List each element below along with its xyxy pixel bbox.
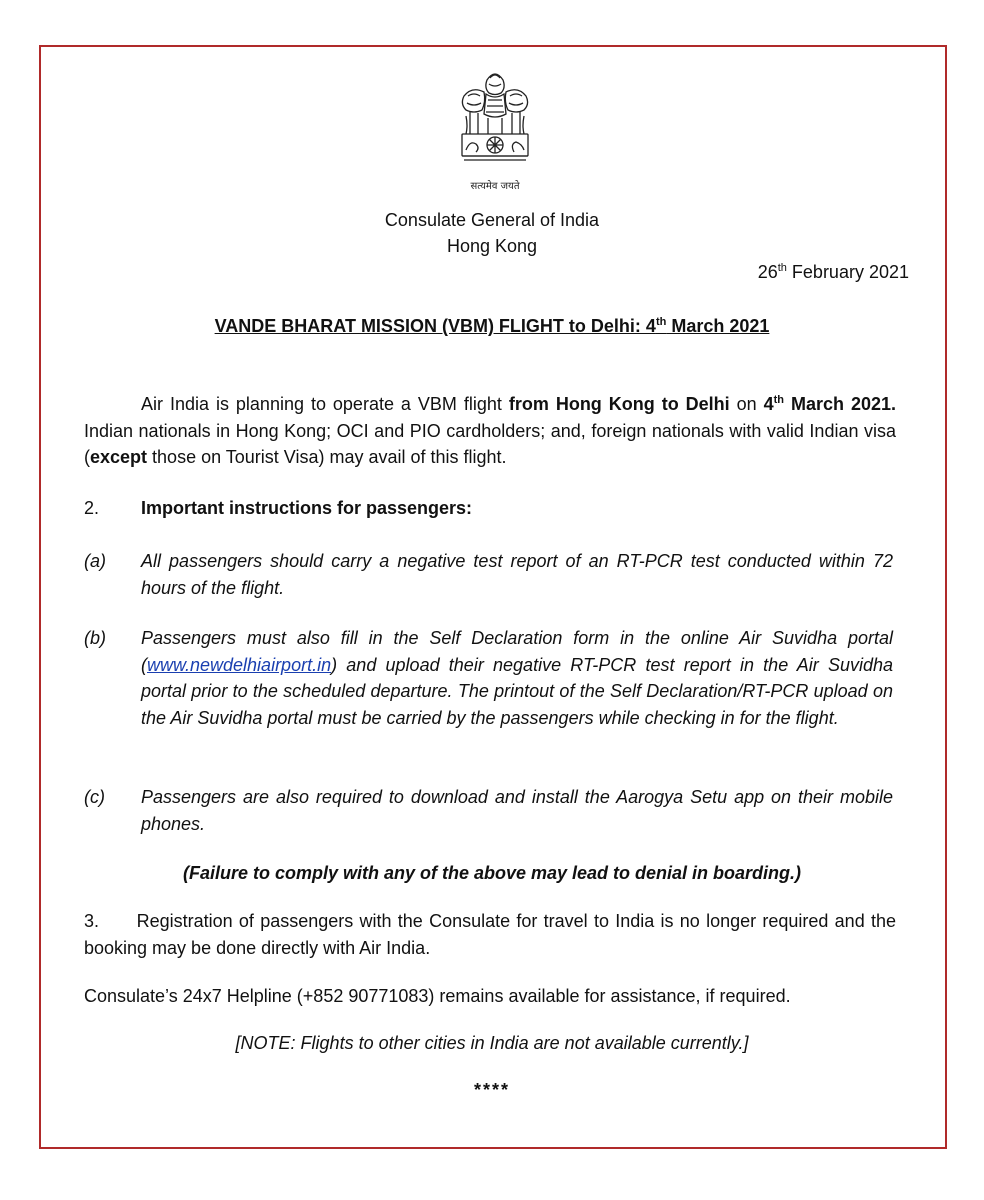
intro-text-1: Air India is planning to operate a VBM flight: [141, 394, 509, 414]
section-3-paragraph: [84, 908, 896, 961]
item-b-text: [141, 625, 893, 731]
date-rest: February 2021: [786, 262, 909, 282]
helpline-text: Consulate’s 24x7 Helpline (+852 90771083) remains available for assistance, if required.: [84, 986, 791, 1006]
item-b-text-after: ) and upload their negative RT-PCR test report in the Air Suvidha portal prior to the scheduled departure. The printout of the Self Declaration/RT-PCR upload on the Air Suvidha portal must be carried by the passengers while checking in for the flight.: [141, 654, 893, 728]
title-suffix: th: [655, 316, 667, 328]
intro-text-3: Indian nationals in Hong Kong; OCI and PIO cardholders; and, foreign nationals with valid Indian visa (: [84, 420, 896, 467]
section-3-number: 3.: [84, 911, 100, 931]
office-name: Consulate General of India: [384, 210, 600, 230]
section-2-number: 2.: [84, 498, 100, 518]
item-a-text: All passengers should carry a negative test report of an RT-PCR test conducted within 72 hours of the flight.: [141, 551, 893, 598]
item-c-label: (c): [84, 787, 105, 807]
intro-day-suffix: th: [773, 394, 785, 406]
air-suvidha-link[interactable]: www.newdelhiairport.in: [147, 654, 332, 675]
intro-except: except: [90, 447, 148, 467]
item-b-label: (b): [84, 628, 106, 648]
intro-day: 4: [763, 394, 774, 414]
item-c-text: Passengers are also required to download and install the Aarogya Setu app on their mobile phones.: [141, 787, 893, 834]
letter-date: [758, 259, 909, 285]
date-day: 26: [757, 262, 778, 282]
boarding-warning: (Failure to comply with any of the above may lead to denial in boarding.): [182, 863, 802, 883]
section-3-text: Registration of passengers with the Consulate for travel to India is no longer required and the booking may be done directly with Air India.: [84, 911, 896, 958]
intro-paragraph: [84, 391, 896, 471]
intro-text-4: those on Tourist Visa) may avail of this flight.: [147, 447, 507, 467]
item-b-text-before: Passengers must also fill in the Self Declaration form in the online Air Suvidha portal (: [141, 628, 893, 675]
title-rest: March 2021: [666, 316, 770, 336]
title-main: VANDE BHARAT MISSION (VBM) FLIGHT to Delhi: 4: [214, 316, 656, 336]
end-marker: ****: [473, 1080, 511, 1100]
intro-route: from Hong Kong to Delhi: [508, 394, 730, 414]
section-3-spacer: [99, 911, 137, 931]
emblem-motto: सत्यमेव जयते: [470, 181, 520, 192]
section-2-heading: Important instructions for passengers:: [141, 498, 473, 518]
item-a-label: (a): [84, 551, 106, 571]
note-text: [NOTE: Flights to other cities in India are not available currently.]: [235, 1033, 749, 1053]
office-city: Hong Kong: [446, 236, 538, 256]
date-suffix: th: [777, 262, 787, 274]
state-emblem-icon: [456, 66, 534, 176]
notice-title: [0, 313, 984, 339]
intro-text-2: on: [729, 394, 764, 414]
intro-month: March 2021.: [784, 394, 897, 414]
